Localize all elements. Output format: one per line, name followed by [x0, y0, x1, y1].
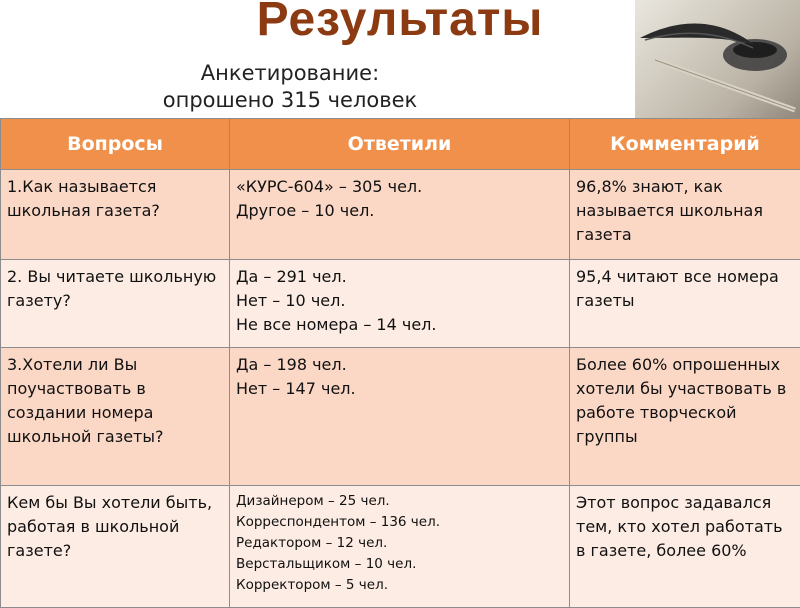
comment-cell: Этот вопрос задавался тем, кто хотел работать в газете, более 60% — [570, 486, 800, 608]
results-table — [0, 118, 800, 608]
answer-line: Не все номера – 14 чел. — [236, 313, 563, 337]
answers-cell — [230, 260, 570, 348]
table-header-row — [1, 119, 800, 170]
quill-pen-image — [635, 0, 800, 120]
answer-line: Верстальщиком – 10 чел. — [236, 554, 563, 575]
table-row — [1, 486, 800, 608]
question-cell: Кем бы Вы хотели быть, работая в школьной газете? — [1, 486, 230, 608]
comment-cell: 95,4 читают все номера газеты — [570, 260, 800, 348]
page-title: Результаты — [0, 0, 800, 47]
answer-line: Нет – 10 чел. — [236, 289, 563, 313]
answer-line: Корректором – 5 чел. — [236, 575, 563, 596]
answer-line: Редактором – 12 чел. — [236, 533, 563, 554]
table-row — [1, 260, 800, 348]
quill-pen-icon — [635, 0, 800, 120]
answers-cell — [230, 486, 570, 608]
column-header-questions: Вопросы — [1, 119, 230, 170]
table-row — [1, 348, 800, 486]
answer-line: Да – 198 чел. — [236, 353, 563, 377]
answer-line: Корреспондентом – 136 чел. — [236, 512, 563, 533]
answers-cell — [230, 348, 570, 486]
answer-line: Да – 291 чел. — [236, 265, 563, 289]
table-row — [1, 170, 800, 260]
comment-cell: 96,8% знают, как называется школьная газета — [570, 170, 800, 260]
column-header-comment: Комментарий — [570, 119, 800, 170]
answer-line: Нет – 147 чел. — [236, 377, 563, 401]
answer-line: «КУРС-604» – 305 чел. — [236, 175, 563, 199]
subtitle-line-2: опрошено 315 человек — [140, 87, 440, 114]
column-header-answers: Ответили — [230, 119, 570, 170]
answer-line: Другое – 10 чел. — [236, 199, 563, 223]
question-cell: 1.Как называется школьная газета? — [1, 170, 230, 260]
answer-line: Дизайнером – 25 чел. — [236, 491, 563, 512]
answers-cell — [230, 170, 570, 260]
question-cell: 3.Хотели ли Вы поучаствовать в создании номера школьной газеты? — [1, 348, 230, 486]
comment-cell: Более 60% опрошенных хотели бы участвовать в работе творческой группы — [570, 348, 800, 486]
question-cell: 2. Вы читаете школьную газету? — [1, 260, 230, 348]
subtitle-line-1: Анкетирование: — [140, 60, 440, 87]
survey-subtitle — [140, 60, 440, 114]
